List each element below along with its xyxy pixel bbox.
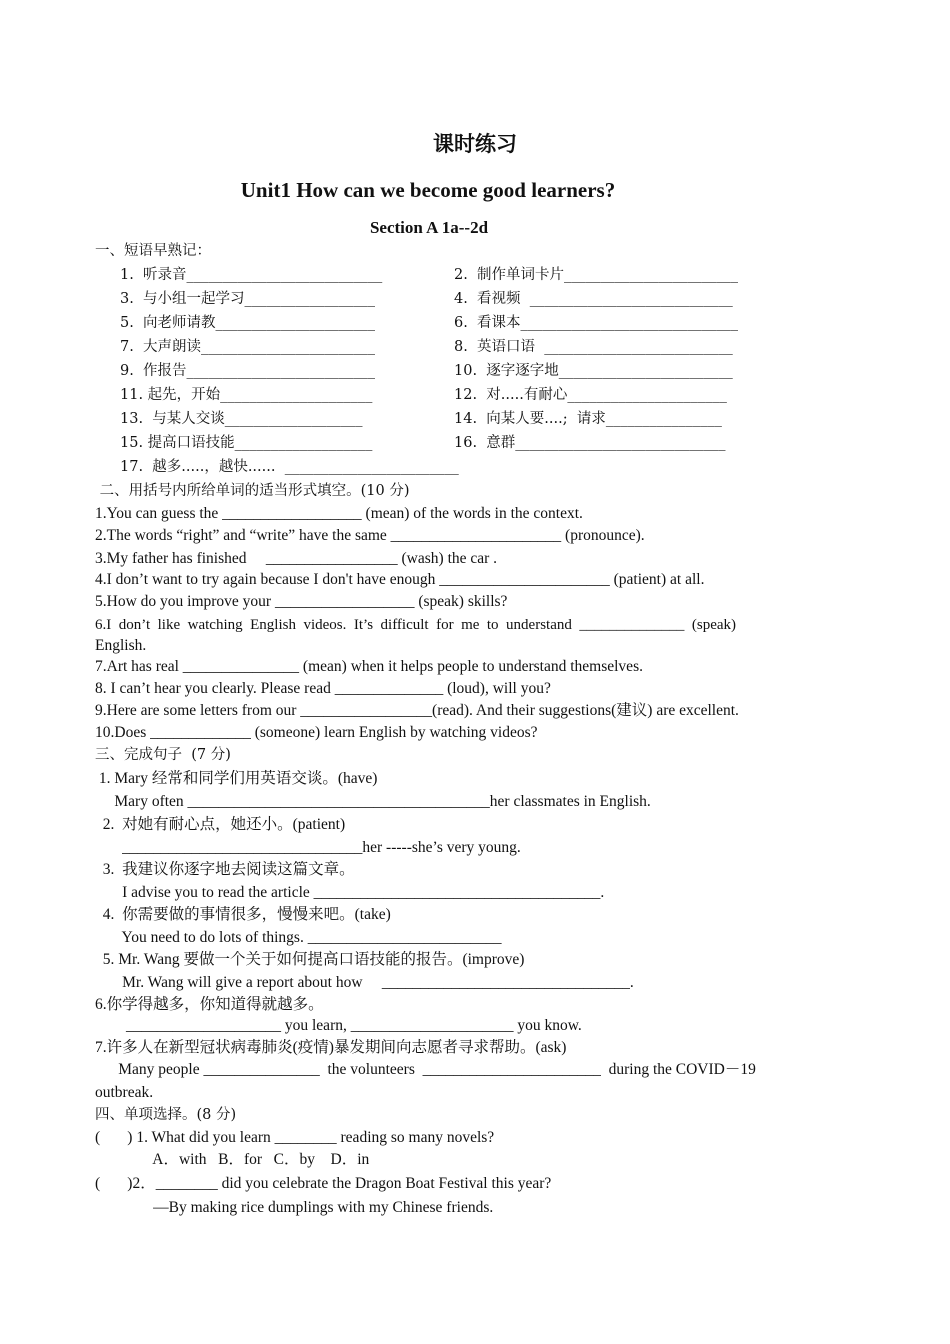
- fill-item: 7.Art has real _______________ (mean) when it helps people to understand themselves.: [95, 658, 643, 675]
- sentence-item: I advise you to read the article _____________________________________.: [95, 884, 605, 901]
- fill-item: English.: [95, 637, 147, 654]
- phrase-item: 8. 英语口语 __________________________: [454, 339, 733, 355]
- phrase-item: 11. 起先，开始_____________________: [120, 387, 373, 403]
- phrase-item: 14. 向某人要....; 请求________________: [454, 411, 722, 427]
- choice-item: ( )2．________ did you celebrate the Dragon Boat Festival this year?: [95, 1175, 552, 1192]
- sentence-item: 7.许多人在新型冠状病毒肺炎(疫情)暴发期间向志愿者寻求帮助。(ask): [95, 1039, 567, 1056]
- sentence-item: 5. Mr. Wang 要做一个关于如何提高口语技能的报告。(improve): [95, 951, 525, 968]
- fill-item: 6.I don’t like watching English videos. It’s difficult for me to understand ______________ (speak): [95, 617, 737, 633]
- part4-heading: 四、单项选择。(8 分): [95, 1107, 237, 1123]
- fill-item: 10.Does _____________ (someone) learn English by watching videos?: [95, 724, 538, 741]
- phrase-item: 17. 越多.....，越快...... ________________________: [120, 459, 459, 475]
- choice-item: ( ) 1. What did you learn ________ reading so many novels?: [95, 1129, 495, 1146]
- phrase-item: 3. 与小组一起学习__________________: [120, 291, 376, 307]
- sentence-item: ____________________ you learn, _____________________ you know.: [95, 1017, 582, 1034]
- sentence-item: 1. Mary 经常和同学们用英语交谈。(have): [95, 770, 378, 787]
- phrase-item: 4. 看视频 ____________________________: [454, 291, 733, 307]
- phrase-item: 1. 听录音___________________________: [120, 267, 383, 283]
- fill-item: 1.You can guess the __________________ (mean) of the words in the context.: [95, 505, 583, 522]
- phrase-item: 16. 意群_____________________________: [454, 435, 726, 451]
- unit-title: Unit1 How can we become good learners?: [240, 178, 616, 202]
- sentence-item: outbreak.: [95, 1084, 154, 1101]
- fill-item: 4.I don’t want to try again because I don't have enough ______________________ (patient) at all.: [95, 571, 705, 588]
- choice-answer: —By making rice dumplings with my Chinese friends.: [95, 1199, 494, 1216]
- sentence-item: Many people _______________ the volunteers _______________________ during the COVID－19: [95, 1061, 756, 1078]
- section-title: Section A 1a--2d: [369, 218, 489, 237]
- fill-item: 5.How do you improve your __________________ (speak) skills?: [95, 593, 508, 610]
- phrase-item: 6. 看课本______________________________: [454, 315, 739, 331]
- phrase-item: 9. 作报告__________________________: [120, 363, 376, 379]
- sentence-item: _______________________________her -----she’s very young.: [95, 839, 521, 856]
- phrase-item: 13. 与某人交谈___________________: [120, 411, 363, 427]
- sentence-item: 6.你学得越多，你知道得就越多。: [95, 996, 324, 1013]
- choice-options: A．with B．for C．by D．in: [95, 1151, 370, 1168]
- phrase-item: 15. 提高口语技能___________________: [120, 435, 373, 451]
- phrase-item: 12. 对.....有耐心______________________: [454, 387, 727, 403]
- sentence-item: Mr. Wang will give a report about how ________________________________.: [95, 974, 634, 991]
- sentence-item: 3. 我建议你逐字地去阅读这篇文章。: [95, 861, 355, 878]
- sentence-item: 2. 对她有耐心点，她还小。(patient): [95, 816, 346, 833]
- phrase-item: 2. 制作单词卡片________________________: [454, 267, 739, 283]
- fill-item: 8. I can’t hear you clearly. Please read ______________ (loud), will you?: [95, 680, 551, 697]
- phrase-item: 5. 向老师请教______________________: [120, 315, 376, 331]
- sentence-item: You need to do lots of things. _________________________: [95, 929, 502, 946]
- sentence-item: 4. 你需要做的事情很多，慢慢来吧。(take): [95, 906, 391, 923]
- part1-heading: 一、短语早熟记：: [95, 243, 211, 259]
- fill-item: 3.My father has finished _________________ (wash) the car .: [95, 550, 498, 567]
- page-title: 课时练习: [433, 132, 517, 156]
- fill-item: 9.Here are some letters from our _________________(read). And their suggestions(建议) are excellent.: [95, 702, 739, 719]
- sentence-item: Mary often _______________________________________her classmates in English.: [95, 793, 651, 810]
- phrase-item: 7. 大声朗读________________________: [120, 339, 376, 355]
- phrase-item: 10. 逐字逐字地________________________: [454, 363, 733, 379]
- part2-heading: 二、用括号内所给单词的适当形式填空。(10 分): [95, 483, 410, 499]
- fill-item: 2.The words “right” and “write” have the same ______________________ (pronounce).: [95, 527, 645, 544]
- part3-heading: 三、完成句子 (7 分): [95, 747, 231, 763]
